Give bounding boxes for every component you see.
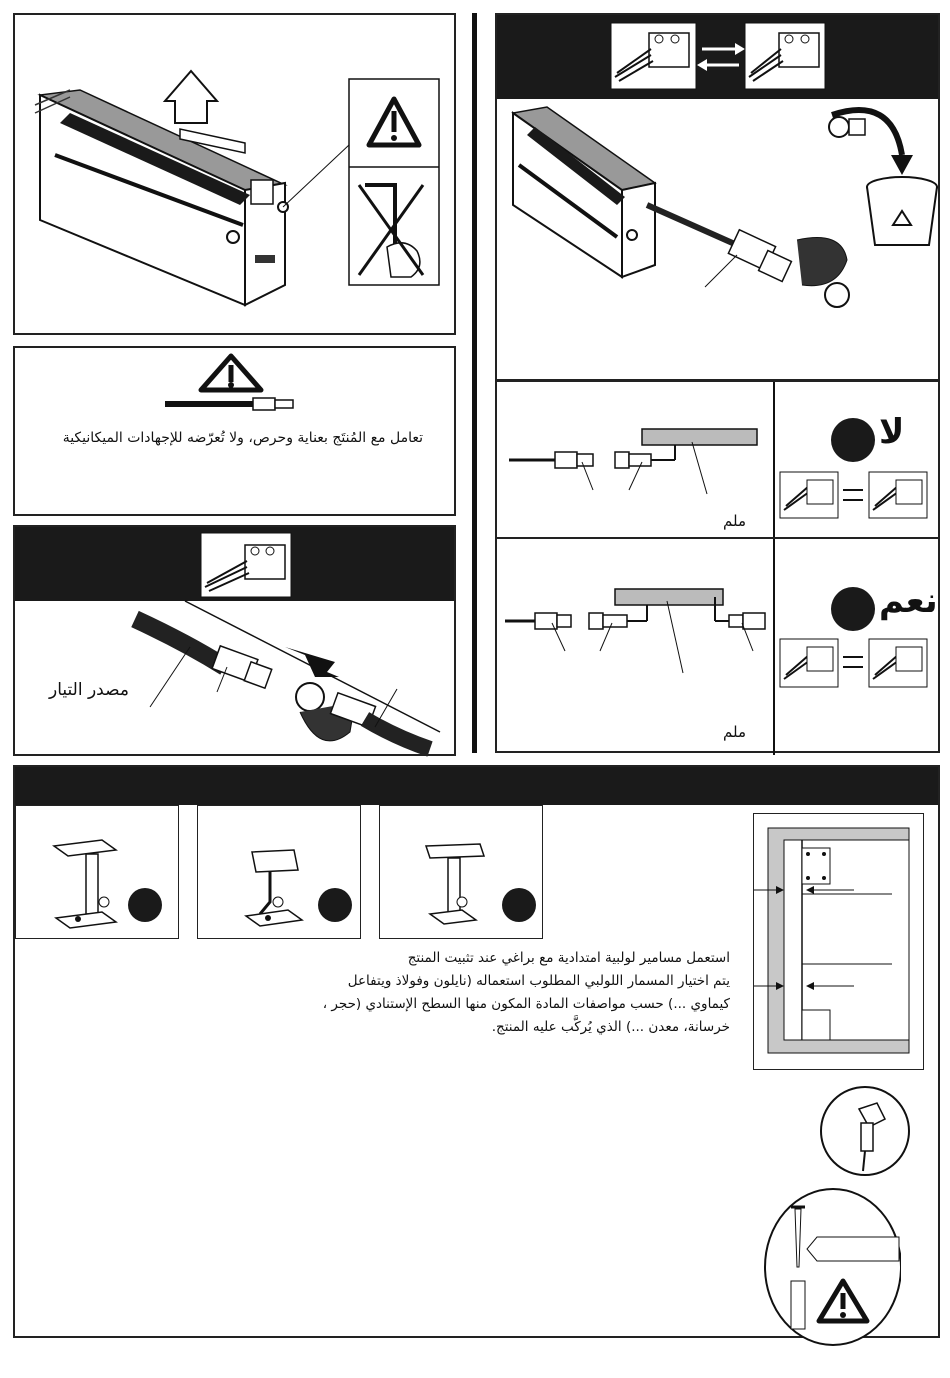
- panel-mounting: [13, 765, 940, 1338]
- wall-mount-illustration: [754, 814, 925, 1071]
- panel-header-band: [15, 767, 938, 805]
- bracket-1-illustration: [16, 806, 180, 940]
- terminal-block-icon: [869, 472, 927, 518]
- wrong-connection-illustration: [497, 382, 942, 541]
- terminal-block-icon: [745, 23, 825, 89]
- panel-luminaire-removal: [13, 13, 456, 335]
- correct-connection-illustration: [497, 539, 942, 755]
- unit-label: ملم: [723, 723, 746, 741]
- bracket-option-2: [197, 805, 361, 939]
- panel-care-warning: [13, 346, 456, 516]
- connector-recycling-illustration: [497, 15, 942, 383]
- marker-dot: [502, 888, 536, 922]
- power-source-label: مصدر التيار: [49, 680, 129, 700]
- mounting-line-4: خرسانة، معدن ...) الذي يُركَّب عليه المنتج.: [491, 1019, 730, 1035]
- power-connection-illustration: [15, 527, 458, 758]
- recycle-bin-icon: [867, 177, 937, 245]
- terminal-block-icon: [780, 639, 838, 687]
- warning-triangle-icon: [201, 356, 261, 390]
- drill-icon: [819, 1085, 911, 1177]
- terminal-block-icon: [869, 639, 927, 687]
- unit-label: ملم: [723, 512, 746, 530]
- marker-dot: [831, 418, 875, 462]
- marker-dot: [128, 888, 162, 922]
- wall-plug-icon: [791, 1281, 805, 1329]
- bracket-option-3: [379, 805, 543, 939]
- yes-label: نعم: [879, 581, 938, 621]
- marker-dot: [318, 888, 352, 922]
- terminal-block-icon: [611, 23, 696, 89]
- panel-wrong-connection: [495, 380, 940, 539]
- terminal-block-icon: [780, 472, 838, 518]
- mounting-instructions: [215, 947, 730, 1039]
- marker-dot: [831, 587, 875, 631]
- mounting-line-2: يتم اختيار المسمار اللولبي المطلوب استعماله (نايلون وفولاذ ويتفاعل: [347, 973, 730, 989]
- swap-arrows-icon: [697, 43, 745, 71]
- panel-power-connection: [13, 525, 456, 756]
- care-warning-text: تعامل مع المُنتَج بعناية وحرص، ولا تُعرّضه للإجهادات الميكانيكية: [62, 430, 423, 446]
- mounting-line-3: كيماوي ...) حسب مواصفات المادة المكون منها السطح الإستنادي (حجر ،: [322, 996, 730, 1012]
- bracket-option-1: [15, 805, 179, 939]
- luminaire-removal-illustration: [15, 15, 458, 337]
- fixing-hardware-illustration: [761, 1187, 901, 1347]
- column-divider: [472, 13, 477, 753]
- panel-correct-connection: [495, 537, 940, 753]
- panel-connector-recycling: [495, 13, 940, 381]
- terminal-block-icon: [201, 533, 291, 597]
- mounting-line-1: استعمل مسامير لولبية امتدادية مع براغي عند تثبيت المنتج: [407, 950, 730, 966]
- no-label: لا: [879, 412, 905, 452]
- wall-mount-diagram: [753, 813, 924, 1070]
